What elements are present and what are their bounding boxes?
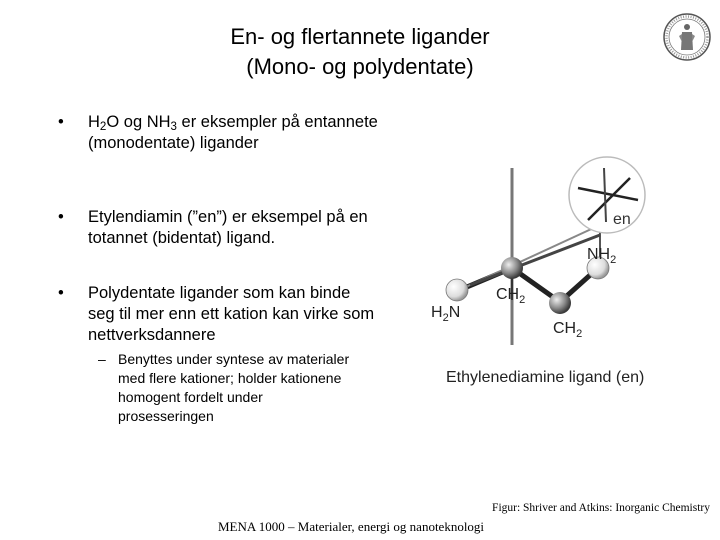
slide-footer: MENA 1000 – Materialer, energi og nanoteknologi <box>218 519 485 534</box>
bullet-marker: • <box>58 284 64 302</box>
bullet-text-1: $H_2O$ og $NH_3$ er eksempler på entannete (monodentate) ligander <box>88 113 378 152</box>
atom-nitrogen <box>446 279 468 301</box>
ethylenediamine-figure <box>420 150 660 390</box>
bullet-marker: • <box>58 208 64 226</box>
bullet-text-2: Etylendiamin (”en”) er eksempel på en totannet (bidentat) ligand. <box>88 208 368 247</box>
title-line-1: En- og flertannete ligander <box>230 24 490 49</box>
label-nh2: $NH_2$ <box>587 246 617 266</box>
label-ch2-top: $CH_2$ <box>496 286 526 306</box>
label-en: en <box>613 211 631 228</box>
sub-bullet-text: Benyttes under syntese av materialer med flere kationer; holder kationene homogent fordelt under prosesseringen <box>118 351 350 424</box>
bullet-text-3: Polydentate ligander som kan binde seg til mer enn ett kation kan virke som nettverksdannere <box>88 284 375 344</box>
bond-line <box>470 235 600 285</box>
label-h2n: $H_2N$ <box>431 304 461 324</box>
bond-line <box>455 268 598 302</box>
university-seal-icon <box>662 12 712 62</box>
figure-credit: Figur: Shriver and Atkins: Inorganic Chemistry <box>492 502 710 514</box>
bullet-marker: • <box>58 113 64 131</box>
figure-caption: Ethylenediamine ligand (en) <box>446 369 645 386</box>
label-ch2-bottom: $CH_2$ <box>553 320 583 340</box>
sub-bullet-marker: – <box>98 351 106 367</box>
atom-carbon <box>549 292 571 314</box>
atom-carbon <box>501 257 523 279</box>
slide-title <box>160 22 560 82</box>
title-line-2: (Mono- og polydentate) <box>246 54 474 79</box>
